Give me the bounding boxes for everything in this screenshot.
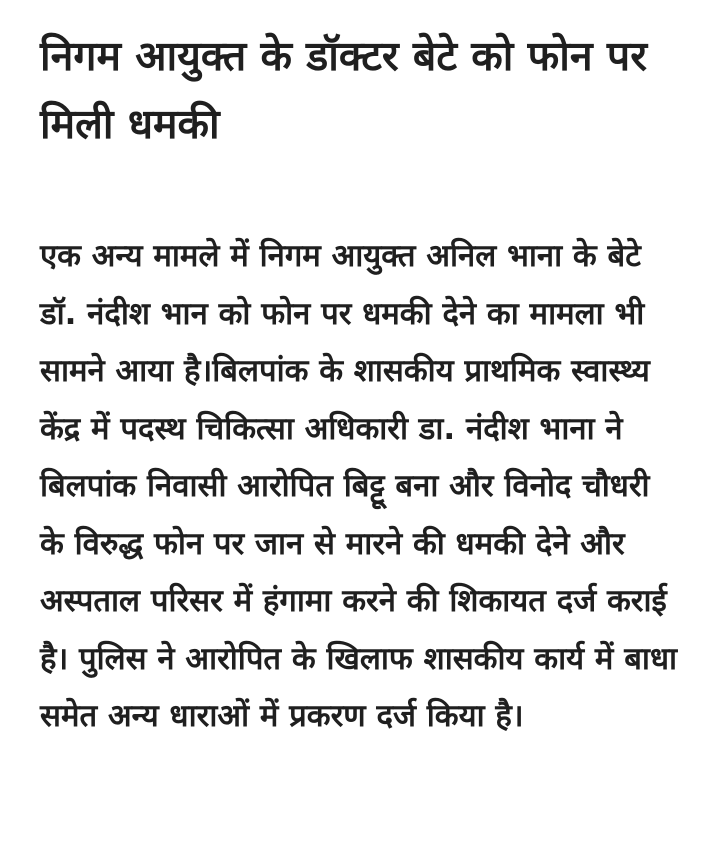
article-body: एक अन्य मामले में निगम आयुक्त अनिल भाना के बेटे डॉ. नंदीश भान को फोन पर धमकी देने का मामला भी सामने आया है।बिलपांक के शासकीय प्राथमिक स्वास्थ्य केंद्र में पदस्थ चिकित्सा अधिकारी डा. नंदीश भाना ने बिलपांक निवासी आरोपित बिट्टू बना और विनोद चौधरी के विरुद्ध फोन पर जान से मारने की धमकी देने और अस्पताल परिसर में हंगामा करने की शिकायत दर्ज कराई है। पुलिस ने आरोपित के खिलाफ शासकीय कार्य में बाधा समेत अन्य धाराओं में प्रकरण दर्ज किया है। [40, 238, 678, 734]
article-headline: निगम आयुक्त के डॉक्टर बेटे को फोन पर मिली धमकी [40, 32, 647, 148]
